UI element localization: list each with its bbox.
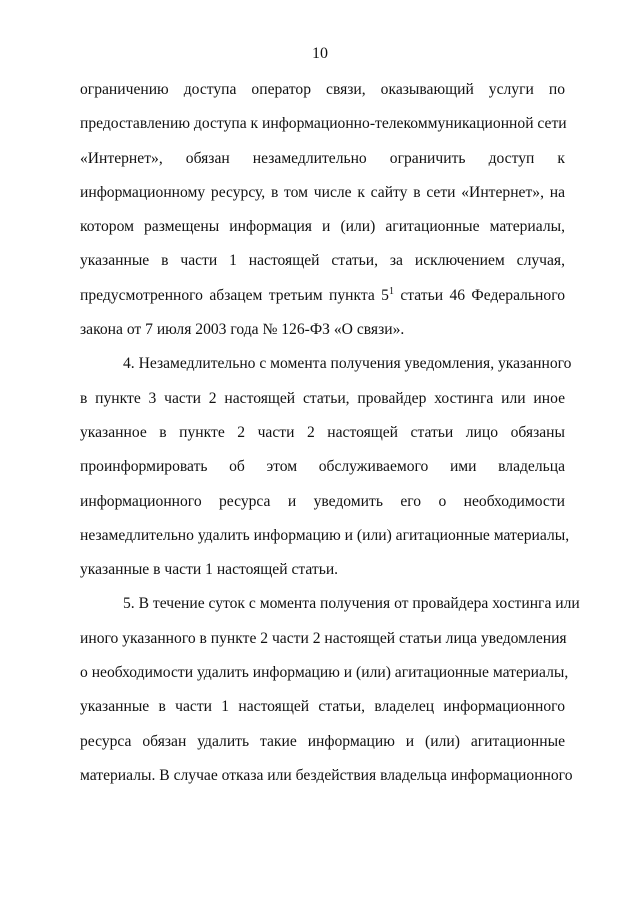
text-line: проинформировать об этом обслуживаемого ими владельца bbox=[80, 458, 565, 476]
paragraph-continuation bbox=[80, 80, 565, 354]
document-body bbox=[80, 80, 580, 800]
paragraph-5 bbox=[80, 594, 580, 800]
text-line: ресурса обязан удалить такие информацию и (или) агитационные bbox=[80, 732, 565, 750]
text-line: 4. Незамедлительно с момента получения уведомления, указанного bbox=[123, 355, 572, 373]
text-line: котором размещены информация и (или) агитационные материалы, bbox=[80, 218, 565, 236]
text-line: о необходимости удалить информацию и (или) агитационные материалы, bbox=[80, 664, 569, 682]
text-segment: статьи 46 Федерального bbox=[393, 286, 565, 304]
text-line-with-footnote bbox=[80, 286, 565, 320]
text-line: закона от 7 июля 2003 года № 126-ФЗ «О связи». bbox=[80, 321, 405, 339]
text-line: информационному ресурсу, в том числе к сайту в сети «Интернет», на bbox=[80, 183, 565, 201]
text-line: иного указанного в пункте 2 части 2 настоящей статьи лица уведомления bbox=[80, 629, 567, 647]
text-line: предоставлению доступа к информационно-телекоммуникационной сети bbox=[80, 115, 567, 133]
text-segment: предусмотренного абзацем третьим пункта 5 bbox=[80, 286, 389, 304]
text-line: в пункте 3 части 2 настоящей статьи, провайдер хостинга или иное bbox=[80, 389, 565, 407]
text-line: материалы. В случае отказа или бездействия владельца информационного bbox=[80, 766, 573, 784]
text-line: «Интернет», обязан незамедлительно ограничить доступ к bbox=[80, 149, 565, 167]
text-line: указанные в части 1 настоящей статьи, владелец информационного bbox=[80, 698, 565, 716]
text-line: указанное в пункте 2 части 2 настоящей статьи лицо обязаны bbox=[80, 423, 565, 441]
text-line: указанные в части 1 настоящей статьи, за исключением случая, bbox=[80, 252, 565, 270]
page-number: 10 bbox=[312, 45, 328, 62]
superscript-marker: 1 bbox=[388, 285, 394, 297]
paragraph-4 bbox=[80, 354, 572, 594]
text-line: указанные в части 1 настоящей статьи. bbox=[80, 561, 339, 579]
text-line: информационного ресурса и уведомить его о необходимости bbox=[80, 492, 565, 510]
text-line: ограничению доступа оператор связи, оказывающий услуги по bbox=[80, 81, 565, 98]
text-line: незамедлительно удалить информацию и (или) агитационные материалы, bbox=[80, 526, 570, 544]
text-line: 5. В течение суток с момента получения от провайдера хостинга или bbox=[123, 595, 580, 613]
